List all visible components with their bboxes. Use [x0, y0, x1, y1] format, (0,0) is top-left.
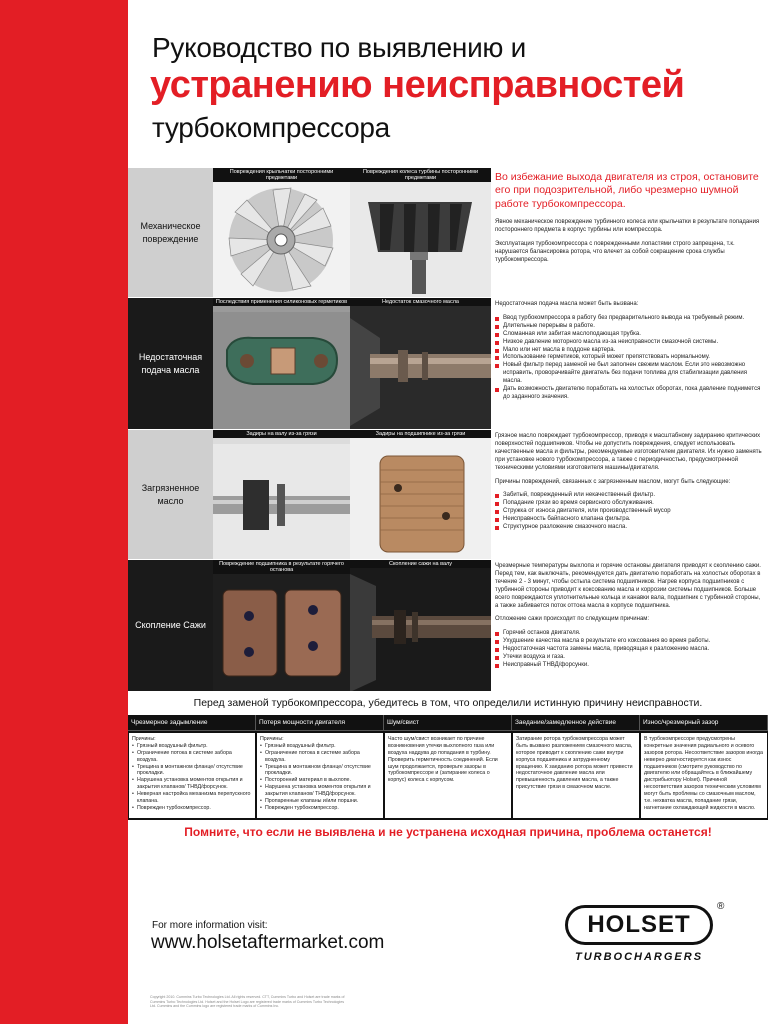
list-item: Ухудшение качества масла в результате его коксования во время работы. — [495, 638, 764, 646]
website-link[interactable]: www.holsetaftermarket.com — [151, 932, 385, 953]
soot-shaft-image — [350, 560, 491, 691]
list-item: Забитый, поврежденный или некачественный фильтр. — [495, 492, 764, 500]
column-wear: В турбокомпрессоре предусмотрены конкретные значения радиального и осевого зазоров ротора. Несоответствие зазоров иногда неверно диагностируется как износ подшипников (смотрите руководство по двигателю или обращайтесь в ближайшему дистрибьютору Holset). Причиной несоответствия зазоров техническим условиям могут быть проблемы со смазочным маслом, т.е. нехватка масла, попадание грязи, нагнетание охлаждающей жидкости в масло. — [641, 733, 767, 818]
cause-list — [132, 743, 252, 812]
oil-shortage-photo — [350, 298, 491, 429]
paragraph: Явное механическое повреждение турбинного колеса или крыльчатки в результате попадания постороннего предмета в корпус турбины или компрессора. — [495, 219, 760, 234]
list-item: Ввод турбокомпрессора в работу без предварительного вывода на требуемый режим. — [495, 315, 764, 323]
red-side-bar — [0, 0, 128, 1024]
logo-wordmark: HOLSET — [565, 905, 713, 945]
cause-list — [260, 743, 380, 812]
list-item: • Трещина в монтажном фланце/ отсутствие прокладки. — [132, 764, 252, 778]
bearings-image — [213, 560, 350, 691]
photo-caption: Повреждения колеса турбины посторонними предметами — [350, 168, 491, 182]
logo-subtitle: TURBOCHARGERS — [574, 951, 704, 963]
photo-caption: Скопление сажи на валу — [350, 560, 491, 568]
column-intro: Причины: — [132, 736, 156, 742]
row-label: Загрязненное масло — [128, 430, 213, 559]
soot-shaft-photo — [350, 560, 491, 691]
list-item: Структурное разложение смазочного масла. — [495, 524, 764, 532]
title-line-3: турбокомпрессора — [152, 112, 390, 143]
list-item: Длительные перерывы в работе. — [495, 323, 764, 331]
list-item: • Посторонний материал в выхлопе. — [260, 777, 380, 784]
sealant-photo — [213, 298, 350, 429]
list-item: • Ограничение потока в системе забора воздуха. — [260, 750, 380, 764]
paragraph: Грязное масло повреждает турбокомпрессор, приводя к масштабному задиранию критических поверхностей подшипников. Чтобы не допустить повреждения, следует использовать качественные масла и фильтры, рекомендуемые изготовителем двигателя. Их нужно заменять при установке нового турбокомпрессора, а также с периодичностью, предусмотренной техническими условиями изготовителя машины/двигателя. — [495, 433, 762, 471]
root-cause-note: Перед заменой турбокомпрессора, убедитесь в том, что определили истинную причину неисправности. — [193, 697, 703, 709]
hot-shutdown-photo — [213, 560, 350, 691]
cause-list — [495, 630, 764, 670]
turbine-wheel-image — [350, 168, 491, 297]
paragraph: Эксплуатация турбокомпрессора с поврежденными лопастями строго запрещена, т.к. нарушается балансировка ротора, что влечет за собой сокращение срока службы турбокомпрессора. — [495, 241, 735, 263]
photo-caption: Задиры на подшипнике из-за грязи — [350, 430, 491, 438]
list-item: • Трещина в монтажном фланце/ отсутствие прокладки. — [260, 764, 380, 778]
paragraph: Недостаточная подача масла может быть вызвана: — [495, 301, 639, 307]
list-item: • Грязный воздушный фильтр. — [260, 743, 380, 750]
list-item: Низкое давление моторного масла из-за неисправности смазочной системы. — [495, 339, 764, 347]
shaft-scoring-image — [213, 430, 350, 559]
list-item: • Пропаренные клапаны и/или поршни. — [260, 798, 380, 805]
symptoms-table — [128, 715, 768, 820]
more-info-label: For more information visit: — [152, 920, 268, 931]
registered-mark: ® — [717, 901, 725, 912]
header-noise: Шум/свист — [384, 715, 512, 730]
list-item: Попадание грязи во время сервисного обслуживания. — [495, 500, 764, 508]
row-insufficient-oil — [128, 298, 768, 430]
list-item: Дать возможность двигателю поработать на холостых оборотах, пока давление поднимется до заданного значения. — [495, 386, 764, 402]
list-item: • Поврежден турбокомпрессор. — [132, 805, 252, 812]
list-item: • Грязный воздушный фильтр. — [132, 743, 252, 750]
row-label: Недостаточная подача масла — [128, 298, 213, 429]
turbine-wheel-photo — [350, 168, 491, 297]
shaft-scoring-photo — [213, 430, 350, 559]
header-excess-smoke: Чрезмерное задымление — [128, 715, 256, 730]
list-item: Стружка от износа двигателя, или производственный мусор — [495, 508, 764, 516]
list-item: • Нарушена установка моментов открытия и закрытия клапанов/ ТНВД/форсунок. — [132, 777, 252, 791]
row-text — [491, 298, 768, 429]
compressor-wheel-image — [213, 168, 350, 297]
row-text — [491, 560, 768, 691]
row-label: Скопление Сажи — [128, 560, 213, 691]
holset-logo — [565, 901, 725, 967]
cause-list — [495, 315, 764, 402]
list-item: Горячий останов двигателя. — [495, 630, 764, 638]
copyright-text: Copyright 2010. Cummins Turbo Technologies Ltd. All rights reserved. CTT, Cummins Turbo and Holset are trade marks of Cummins Turbo Technologies Ltd. Holset and the Holset Logo are registered trade marks of Cummins Turbo Technologies Ltd. Cummins and the Cummins logo are registered trade marks of Cummins Inc. — [150, 995, 345, 1009]
list-item: Мало или нет масла в поддоне картера. — [495, 347, 764, 355]
compressor-wheel-photo — [213, 168, 350, 297]
list-item: Неисправный ТНВД/форсунки. — [495, 662, 764, 670]
header-seizure: Заедание/замедленное действие — [512, 715, 640, 730]
column-power-loss — [257, 733, 383, 818]
list-item: Сломанная или забитая маслоподающая трубка. — [495, 331, 764, 339]
row-contaminated-oil — [128, 430, 768, 560]
header-wear: Износ/чрезмерный зазор — [640, 715, 768, 730]
list-item: Утечки воздуха и газа. — [495, 654, 764, 662]
list-item: Неисправность байпасного клапана фильтра. — [495, 516, 764, 524]
list-item: • Ограничение потока в системе забора воздуха. — [132, 750, 252, 764]
photo-caption: Недостаток смазочного масла — [350, 298, 491, 306]
column-excess-smoke — [129, 733, 255, 818]
list-item: Использование герметиков, который может препятствовать нормальному. — [495, 354, 764, 362]
title-line-1: Руководство по выявлению и — [152, 32, 526, 63]
fault-table — [128, 168, 768, 692]
row-text — [491, 168, 768, 297]
sealant-flange-image — [213, 298, 350, 429]
list-item: • Поврежден турбокомпрессор. — [260, 805, 380, 812]
photo-caption: Последствия применения силиконовых герметиков — [213, 298, 350, 306]
paragraph: Чрезмерные температуры выхлопа и горячие остановы двигателя приводят к скоплению сажи. Перед тем, как выключать, рекомендуется дать двигателю поработать на холостых оборотах в течение 2 - 3 минут, чтобы остыла система подшипников. Нагрев корпуса подшипников с турбинной стороны приводит к коксованию масла и коррозии системы подшипников. Больше всего повреждаются уплотнительные кольца и канавки вала, подшипник с турбинной стороны, а также забивается поток оттока масла в корпусе подшипника. — [495, 563, 761, 609]
row-soot-buildup — [128, 560, 768, 692]
paragraph: Отложение сажи происходит по следующим причинам: — [495, 616, 650, 623]
bearing-scoring-photo — [350, 430, 491, 559]
photo-caption: Повреждение подшипника в результате горячего останова — [213, 560, 350, 574]
title-line-2: устранению неисправностей — [150, 64, 685, 106]
remember-warning: Помните, что если не выявлена и не устранена исходная причина, проблема останется! — [184, 825, 712, 839]
list-item: Недостаточная частота замены масла, приводящая к разложению масла. — [495, 646, 764, 654]
shaft-image — [350, 298, 491, 429]
row-mechanical-damage — [128, 168, 768, 298]
column-intro: Причины: — [260, 736, 284, 742]
warning-lead: Во избежание выхода двигателя из строя, остановите его при подозрительной, либо чрезмерно шумной работе турбокомпрессора. — [495, 171, 759, 210]
symptoms-header — [128, 715, 768, 731]
column-seizure: Затирание ротора турбокомпрессора может быть вызвано разложением смазочного масла, которое приводит к скоплению сажи внутри корпуса подшипника и затрудненному вращению. К заеданию ротора может привести недостаточное давление масла или превышенность давления масла, а также присутствие грязи в смазочном масле. — [513, 733, 639, 818]
photo-caption: Задиры на валу из-за грязи — [213, 430, 350, 438]
row-text — [491, 430, 768, 559]
column-noise: Часто шум/свист возникает по причине возникновения утечки выхлопного газа или воздуха наддува до попадания в турбину. Проверить герметичность соединений. Если шум продолжается, проверьте зазоры в турбокомпрессоре и (затирание колеса о корпус) колеса с корпусом. — [385, 733, 511, 818]
paragraph: Причины повреждений, связанных с загрязненным маслом, могут быть следующие: — [495, 478, 731, 485]
cause-list — [495, 492, 764, 532]
list-item: Новый фильтр перед заменой не был заполнен свежим маслом. Если это невозможно исправить, проворачивайте двигатель без подачи топлива для стабилизации давления масла. — [495, 362, 764, 386]
header-power-loss: Потеря мощности двигателя — [256, 715, 384, 730]
list-item: • Неверная настройка механизма перепускного клапана. — [132, 791, 252, 805]
photo-caption: Повреждения крыльчатки посторонними предметами — [213, 168, 350, 182]
bearing-image — [350, 430, 491, 559]
list-item: • Нарушена установка моментов открытия и закрытия клапанов/ ТНВД/форсунок. — [260, 784, 380, 798]
row-label: Механическое повреждение — [128, 168, 213, 297]
symptoms-body — [128, 731, 768, 820]
